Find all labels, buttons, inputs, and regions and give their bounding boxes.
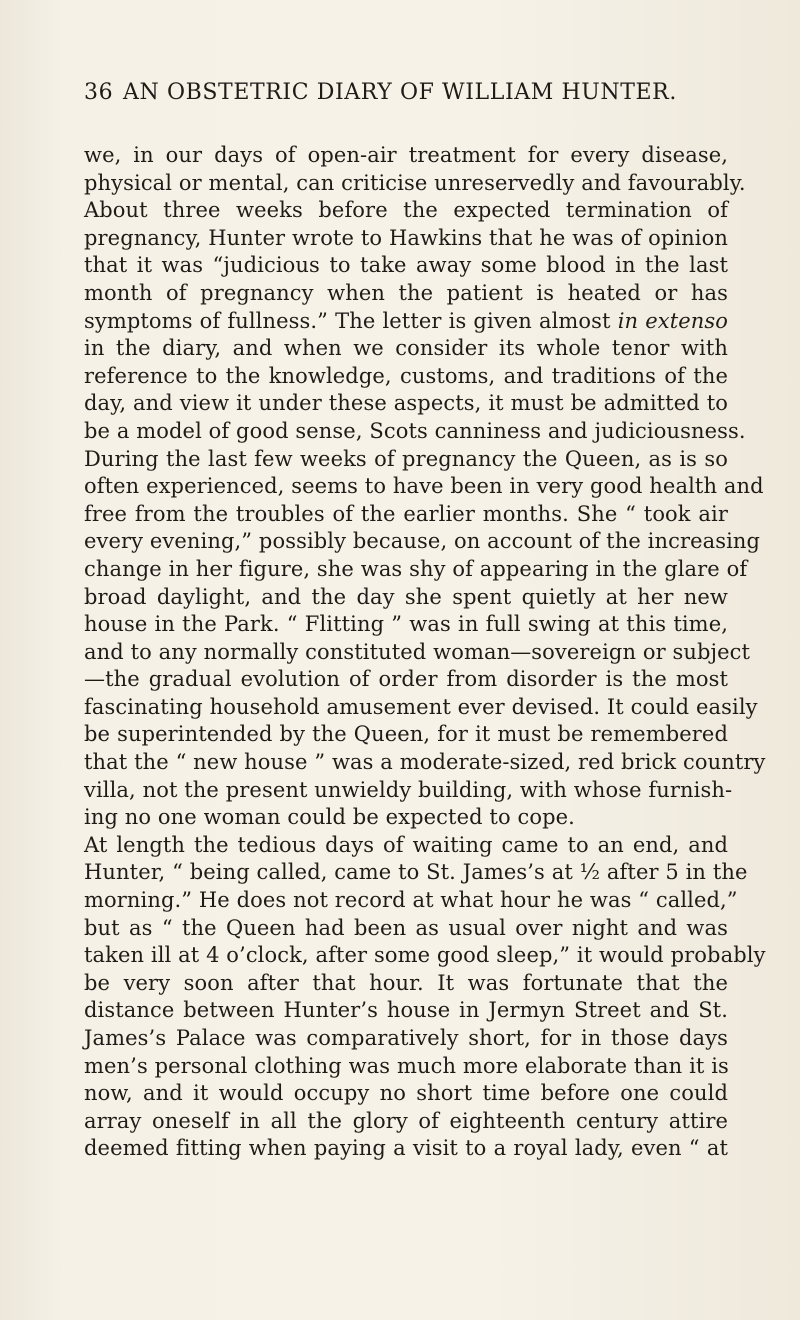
text-line: pregnancy, Hunter wrote to Hawkins that he was of opinion [84,225,728,250]
text-line-with-italic [84,308,728,336]
text-line: house in the Park. “ Flitting ” was in full swing at this time, [84,612,728,637]
text-line: broad daylight, and the day she spent quietly at her new [84,584,728,609]
text-line: ing no one woman could be expected to cope. [84,805,575,830]
text-line: About three weeks before the expected termination of [84,198,728,223]
text-line: be a model of good sense, Scots canniness and judiciousness. [84,418,746,443]
fraction: ½ [579,860,601,885]
text-line: During the last few weeks of pregnancy the Queen, as is so [84,446,728,471]
page-number: 36 [84,80,114,105]
italic-phrase: in extenso [617,308,729,333]
text-line: month of pregnancy when the patient is heated or has [84,280,728,305]
text-segment: Hunter, “ being called, came to St. James’s at [84,860,573,885]
text-line: be superintended by the Queen, for it must be remembered [84,722,728,747]
text-line: At length the tedious days of waiting came to an end, and [84,832,728,857]
text-line: but as “ the Queen had been as usual over night and was [84,915,728,940]
text-segment: symptoms of fullness.” The letter is given almost [84,308,611,333]
running-title: AN OBSTETRIC DIARY OF WILLIAM HUNTER. [123,80,677,105]
text-line-with-fraction [84,859,748,887]
text-line: taken ill at 4 o’clock, after some good sleep,” it would probably [84,943,766,968]
text-line: that it was “judicious to take away some blood in the last [84,253,728,278]
text-line: reference to the knowledge, customs, and traditions of the [84,363,728,388]
text-line: —the gradual evolution of order from disorder is the most [84,667,728,692]
text-line: men’s personal clothing was much more elaborate than it is [84,1053,729,1078]
text-line: and to any normally constituted woman—sovereign or subject [84,639,751,664]
text-line: day, and view it under these aspects, it must be admitted to [84,391,728,416]
body-text [84,142,766,1163]
text-line: often experienced, seems to have been in very good health and [84,474,764,499]
running-head [84,80,716,110]
text-line: now, and it would occupy no short time before one could [84,1081,728,1106]
text-line: fascinating household amusement ever devised. It could easily [84,694,758,719]
text-line: array oneself in all the glory of eighteenth century attire [84,1108,728,1133]
text-line: James’s Palace was comparatively short, for in those days [84,1026,728,1050]
text-line: morning.” He does not record at what hour he was “ called,” [84,888,738,913]
text-line: that the “ new house ” was a moderate-sized, red brick country [84,750,766,775]
text-line: every evening,” possibly because, on account of the increasing [84,529,761,554]
text-line: distance between Hunter’s house in Jermyn Street and St. [84,998,728,1023]
text-line: in the diary, and when we consider its whole tenor with [84,336,728,361]
text-line: deemed fitting when paying a visit to a royal lady, even “ at [84,1136,728,1161]
text-line: change in her figure, she was shy of appearing in the glare of [84,556,748,581]
text-segment: after 5 in the [606,860,748,885]
text-line: we, in our days of open-air treatment for every disease, [84,143,728,167]
text-line: free from the troubles of the earlier months. She “ took air [84,501,728,526]
text-line: villa, not the present unwieldy building, with whose furnish- [84,777,733,802]
text-line: physical or mental, can criticise unreservedly and favourably. [84,170,746,195]
text-line: be very soon after that hour. It was fortunate that the [84,970,728,995]
